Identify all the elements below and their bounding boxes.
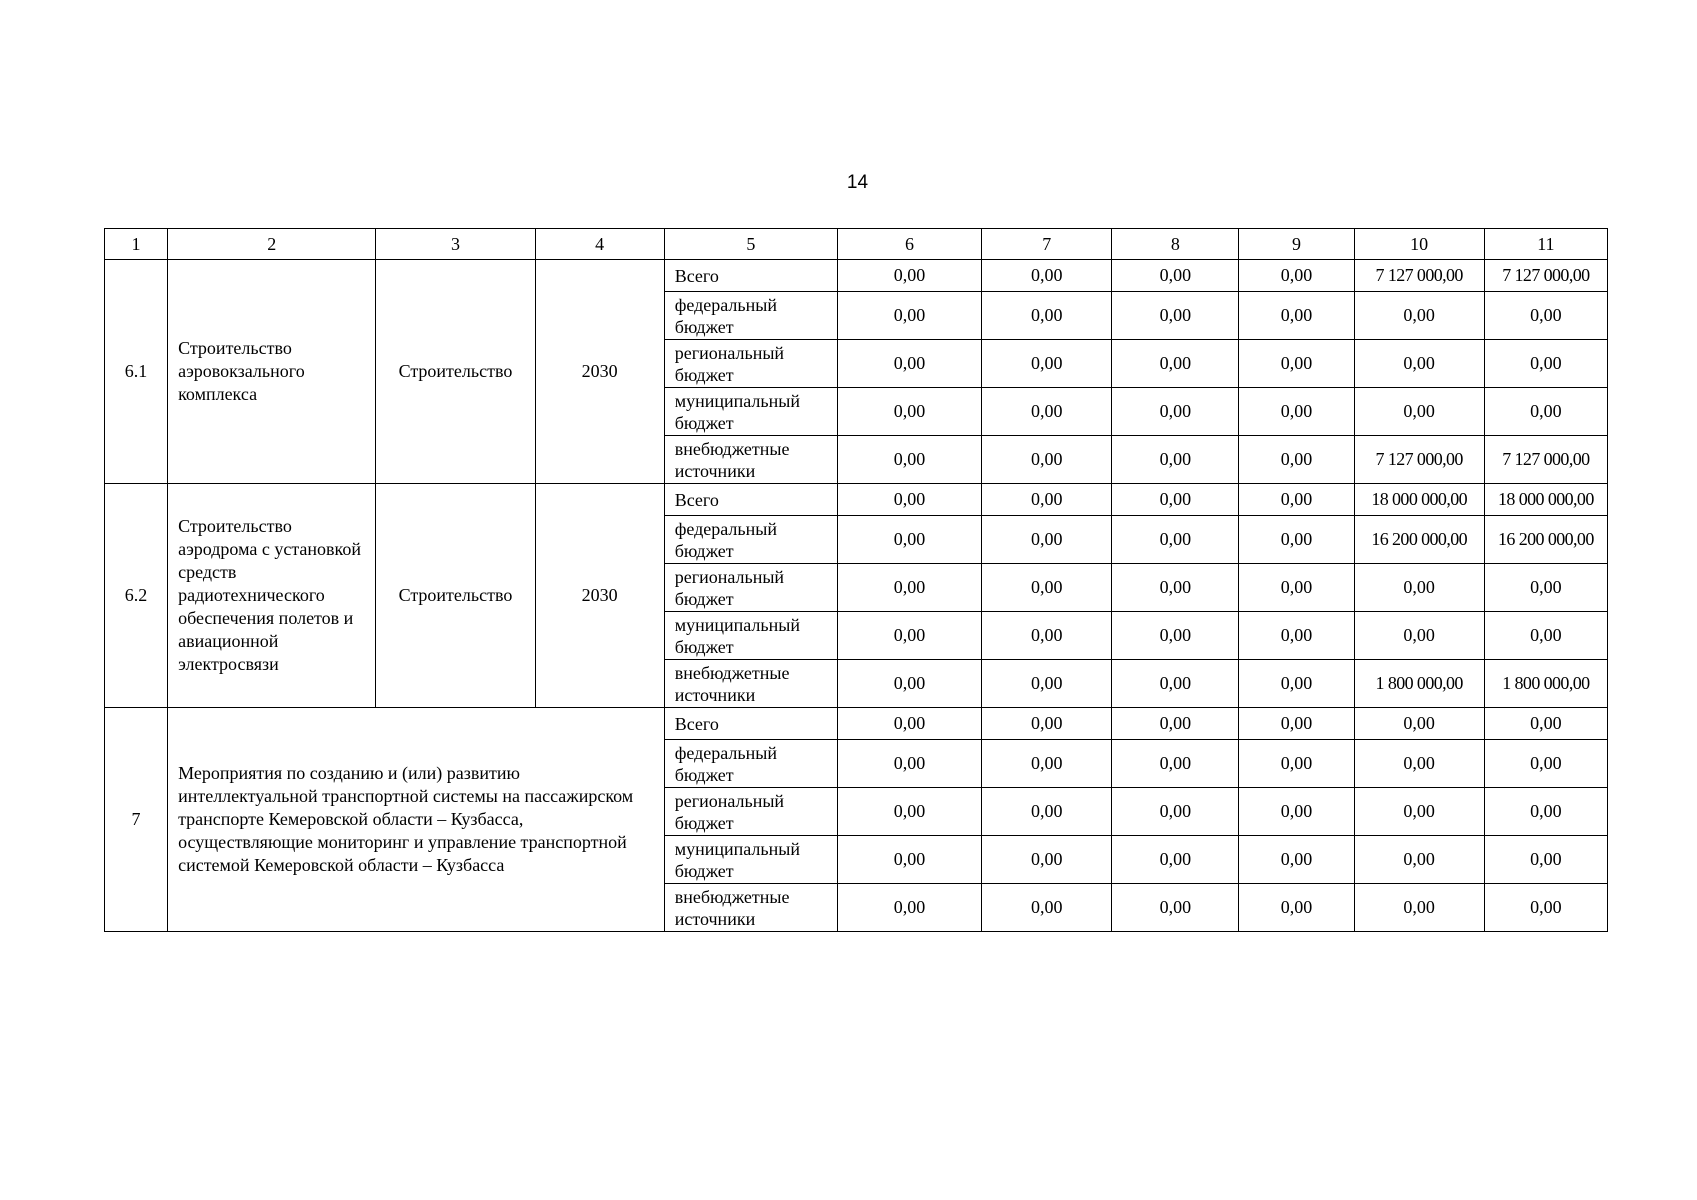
funding-value: 0,00 xyxy=(837,836,981,884)
work-type: Строительство xyxy=(376,484,535,708)
header-cell: 9 xyxy=(1239,229,1354,260)
funding-value: 0,00 xyxy=(1239,612,1354,660)
funding-value: 0,00 xyxy=(982,788,1112,836)
funding-value: 0,00 xyxy=(1112,564,1239,612)
funding-value: 0,00 xyxy=(837,516,981,564)
funding-value: 0,00 xyxy=(1239,260,1354,292)
funding-value: 0,00 xyxy=(1354,836,1484,884)
funding-source: муниципальный бюджет xyxy=(664,612,837,660)
row-number: 6.1 xyxy=(105,260,168,484)
funding-value: 0,00 xyxy=(837,484,981,516)
funding-source: внебюджетные источники xyxy=(664,884,837,932)
funding-source: региональный бюджет xyxy=(664,788,837,836)
table-row xyxy=(105,484,1608,516)
funding-value: 0,00 xyxy=(1112,788,1239,836)
header-row xyxy=(105,229,1608,260)
completion-year: 2030 xyxy=(535,260,664,484)
funding-value: 0,00 xyxy=(1112,388,1239,436)
funding-value: 0,00 xyxy=(982,388,1112,436)
funding-value: 7 127 000,00 xyxy=(1354,260,1484,292)
funding-value: 0,00 xyxy=(1239,436,1354,484)
funding-value: 0,00 xyxy=(1484,388,1607,436)
funding-value: 0,00 xyxy=(1239,836,1354,884)
funding-value: 0,00 xyxy=(1112,612,1239,660)
funding-value: 0,00 xyxy=(1354,340,1484,388)
funding-source: Всего xyxy=(664,708,837,740)
header-cell: 5 xyxy=(664,229,837,260)
funding-value: 0,00 xyxy=(1112,836,1239,884)
funding-value: 0,00 xyxy=(1112,884,1239,932)
funding-value: 0,00 xyxy=(982,660,1112,708)
completion-year: 2030 xyxy=(535,484,664,708)
header-cell: 3 xyxy=(376,229,535,260)
funding-source: федеральный бюджет xyxy=(664,740,837,788)
funding-value: 0,00 xyxy=(1239,884,1354,932)
measure-name: Строительство аэровокзального комплекса xyxy=(168,260,376,484)
funding-value: 0,00 xyxy=(837,292,981,340)
row-number: 6.2 xyxy=(105,484,168,708)
funding-value: 0,00 xyxy=(1484,612,1607,660)
funding-source: региональный бюджет xyxy=(664,340,837,388)
funding-value: 0,00 xyxy=(1239,660,1354,708)
funding-value: 18 000 000,00 xyxy=(1354,484,1484,516)
funding-source: муниципальный бюджет xyxy=(664,836,837,884)
funding-value: 0,00 xyxy=(982,484,1112,516)
header-cell: 7 xyxy=(982,229,1112,260)
funding-value: 0,00 xyxy=(1484,836,1607,884)
funding-source: федеральный бюджет xyxy=(664,292,837,340)
funding-value: 0,00 xyxy=(1484,740,1607,788)
funding-value: 0,00 xyxy=(1239,292,1354,340)
funding-value: 7 127 000,00 xyxy=(1354,436,1484,484)
funding-value: 0,00 xyxy=(1354,884,1484,932)
funding-value: 18 000 000,00 xyxy=(1484,484,1607,516)
header-cell: 10 xyxy=(1354,229,1484,260)
funding-value: 0,00 xyxy=(1354,388,1484,436)
funding-value: 0,00 xyxy=(982,564,1112,612)
funding-value: 0,00 xyxy=(837,612,981,660)
funding-value: 0,00 xyxy=(1112,340,1239,388)
funding-value: 0,00 xyxy=(837,660,981,708)
funding-value: 0,00 xyxy=(982,516,1112,564)
funding-value: 0,00 xyxy=(1239,484,1354,516)
funding-value: 0,00 xyxy=(837,708,981,740)
measure-name: Строительство аэродрома с установкой средств радиотехнического обеспечения полетов и авиационной электросвязи xyxy=(168,484,376,708)
funding-value: 0,00 xyxy=(1354,740,1484,788)
measure-name: Мероприятия по созданию и (или) развитию интеллектуальной транспортной системы на пассажирском транспорте Кемеровской области – Кузбасса, осуществляющие мониторинг и управление транспортной системой Кемеровской области – Кузбасса xyxy=(168,708,665,932)
header-cell: 4 xyxy=(535,229,664,260)
funding-value: 0,00 xyxy=(837,740,981,788)
funding-value: 0,00 xyxy=(1239,708,1354,740)
funding-value: 0,00 xyxy=(1484,340,1607,388)
header-cell: 1 xyxy=(105,229,168,260)
funding-value: 0,00 xyxy=(1354,788,1484,836)
funding-source: региональный бюджет xyxy=(664,564,837,612)
funding-source: Всего xyxy=(664,484,837,516)
funding-value: 0,00 xyxy=(982,740,1112,788)
funding-value: 0,00 xyxy=(837,788,981,836)
funding-value: 0,00 xyxy=(982,836,1112,884)
funding-value: 16 200 000,00 xyxy=(1354,516,1484,564)
header-cell: 2 xyxy=(168,229,376,260)
funding-value: 0,00 xyxy=(982,260,1112,292)
funding-value: 0,00 xyxy=(1112,660,1239,708)
funding-value: 0,00 xyxy=(1112,708,1239,740)
funding-value: 7 127 000,00 xyxy=(1484,260,1607,292)
funding-value: 0,00 xyxy=(1354,612,1484,660)
funding-value: 0,00 xyxy=(1354,708,1484,740)
funding-source: муниципальный бюджет xyxy=(664,388,837,436)
page-number: 14 xyxy=(846,172,869,193)
funding-value: 1 800 000,00 xyxy=(1354,660,1484,708)
header-cell: 6 xyxy=(837,229,981,260)
table-row xyxy=(105,708,1608,740)
funding-value: 1 800 000,00 xyxy=(1484,660,1607,708)
funding-value: 0,00 xyxy=(1484,788,1607,836)
funding-value: 0,00 xyxy=(1484,564,1607,612)
funding-value: 0,00 xyxy=(1112,484,1239,516)
funding-value: 0,00 xyxy=(837,436,981,484)
funding-value: 0,00 xyxy=(1484,884,1607,932)
funding-value: 0,00 xyxy=(837,564,981,612)
funding-source: Всего xyxy=(664,260,837,292)
funding-value: 0,00 xyxy=(837,340,981,388)
funding-value: 0,00 xyxy=(1112,740,1239,788)
funding-value: 16 200 000,00 xyxy=(1484,516,1607,564)
work-type: Строительство xyxy=(376,260,535,484)
funding-value: 0,00 xyxy=(1354,564,1484,612)
funding-value: 0,00 xyxy=(982,708,1112,740)
funding-value: 0,00 xyxy=(1239,388,1354,436)
funding-value: 0,00 xyxy=(1112,260,1239,292)
row-number: 7 xyxy=(105,708,168,932)
funding-value: 0,00 xyxy=(1239,740,1354,788)
funding-source: федеральный бюджет xyxy=(664,516,837,564)
funding-value: 0,00 xyxy=(1239,340,1354,388)
table-row xyxy=(105,260,1608,292)
funding-source: внебюджетные источники xyxy=(664,660,837,708)
funding-value: 0,00 xyxy=(982,436,1112,484)
funding-value: 0,00 xyxy=(982,884,1112,932)
funding-value: 7 127 000,00 xyxy=(1484,436,1607,484)
budget-table xyxy=(104,228,1608,932)
funding-value: 0,00 xyxy=(982,612,1112,660)
funding-source: внебюджетные источники xyxy=(664,436,837,484)
funding-value: 0,00 xyxy=(837,260,981,292)
funding-value: 0,00 xyxy=(1239,788,1354,836)
funding-value: 0,00 xyxy=(1112,436,1239,484)
funding-value: 0,00 xyxy=(1484,708,1607,740)
header-cell: 8 xyxy=(1112,229,1239,260)
funding-value: 0,00 xyxy=(837,884,981,932)
funding-value: 0,00 xyxy=(982,292,1112,340)
funding-value: 0,00 xyxy=(1239,516,1354,564)
funding-value: 0,00 xyxy=(1354,292,1484,340)
funding-value: 0,00 xyxy=(1112,292,1239,340)
funding-value: 0,00 xyxy=(837,388,981,436)
header-cell: 11 xyxy=(1484,229,1607,260)
funding-value: 0,00 xyxy=(982,340,1112,388)
funding-value: 0,00 xyxy=(1112,516,1239,564)
funding-value: 0,00 xyxy=(1239,564,1354,612)
funding-value: 0,00 xyxy=(1484,292,1607,340)
